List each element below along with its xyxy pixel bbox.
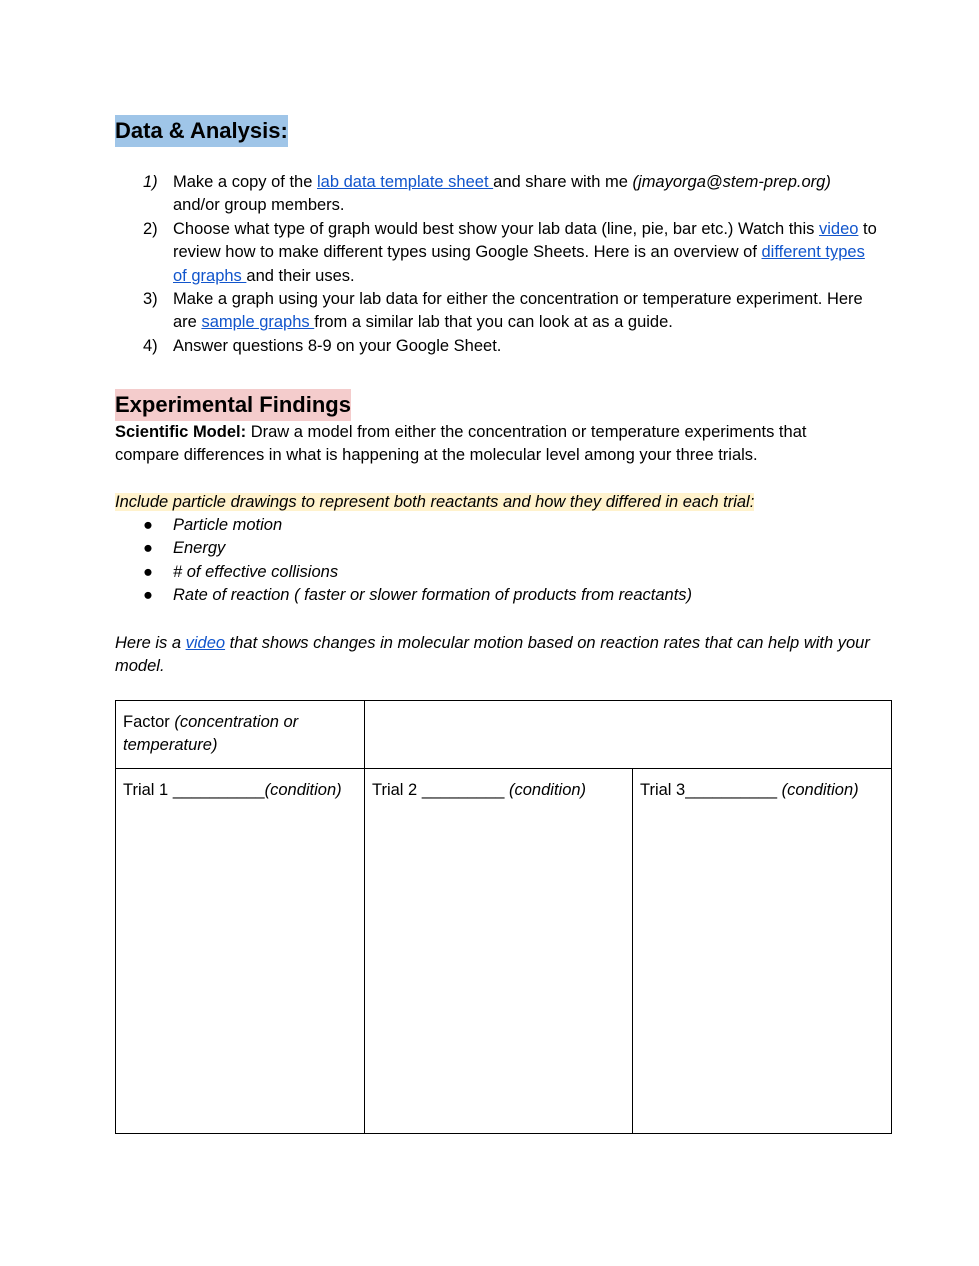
bullet-text: Rate of reaction ( faster or slower formation of products from reactants) [173,586,693,605]
bullet-text: Energy [173,539,226,558]
scientific-model-paragraph [115,421,875,468]
experimental-findings-heading: Experimental Findings [115,389,351,421]
list-item [143,537,692,560]
list-item [143,171,878,218]
table-row [116,768,892,1133]
bullet-text: Particle motion [173,516,283,534]
trials-table [115,700,892,1134]
highlighted-instruction: Include particle drawings to represent both reactants and how they differed in each trial: [115,493,755,511]
teacher-email: (jmayorga@stem-prep.org) [632,173,831,191]
trial-hint: (condition) [509,780,587,799]
data-analysis-heading: Data & Analysis: [115,115,288,147]
list-text: Choose what type of graph would best show your lab data (line, pie, bar etc.) Watch this [173,219,819,238]
list-item [143,584,692,607]
list-item [143,218,878,288]
trial-3-cell[interactable] [633,768,892,1133]
trial-label: Trial 3__________ [640,780,782,799]
trial-hint: (condition) [781,780,859,799]
list-item [143,335,878,358]
list-text: Make a graph using your lab data for either the concentration or temperature experiment. Here are [173,290,863,332]
list-number: 1) [143,173,158,191]
video-help-paragraph [115,632,875,679]
list-item [143,561,692,584]
particle-instruction [115,491,875,514]
sample-graphs-link[interactable]: sample graphs [201,313,315,332]
graph-types-link[interactable]: different types of graphs [173,243,865,285]
list-number: 2) [143,219,158,238]
list-text: Answer questions 8-9 on your Google Sheet. [173,336,502,355]
list-item [143,288,878,335]
video-link[interactable]: video [818,219,859,238]
paragraph-text: that shows changes in molecular motion based on reaction rates that can help with your model. [115,634,870,676]
trial-label: Trial 1 __________ [123,780,265,799]
bullet: ● [143,539,153,558]
trial-2-cell[interactable] [365,768,633,1133]
list-text: and/or group members. [173,196,345,215]
list-item [143,514,692,537]
analysis-steps-list [143,171,878,358]
list-text: from a similar lab that you can look at as a guide. [314,313,673,332]
scientific-model-text: Draw a model from either the concentration or temperature experiments that compare differences in what is happening at the molecular level among your three trials. [115,423,807,465]
particle-criteria-list [143,514,692,608]
factor-cell [116,701,365,769]
trial-hint: (condition) [264,780,342,799]
lab-data-template-link[interactable]: lab data template sheet [317,173,494,191]
trial-1-cell[interactable] [116,768,365,1133]
bullet: ● [143,586,153,605]
list-text: and share with me [493,173,633,191]
list-number: 3) [143,290,158,309]
table-row [116,701,892,769]
factor-hint: (concentration or temperature) [123,713,299,755]
scientific-model-label: Scientific Model: [115,423,247,441]
paragraph-text: Here is a [115,634,186,652]
list-number: 4) [143,336,158,355]
factor-label: Factor [123,713,175,731]
factor-answer-cell[interactable] [365,701,892,769]
list-text: Make a copy of the [173,173,317,191]
trial-label: Trial 2 _________ [372,780,509,799]
bullet: ● [143,516,153,534]
bullet: ● [143,562,153,581]
list-text: to review how to make different types using Google Sheets. Here is an overview of [173,219,877,262]
molecular-motion-video-link[interactable]: video [185,634,226,652]
list-text: and their uses. [246,266,355,285]
bullet-text: # of effective collisions [173,562,339,581]
